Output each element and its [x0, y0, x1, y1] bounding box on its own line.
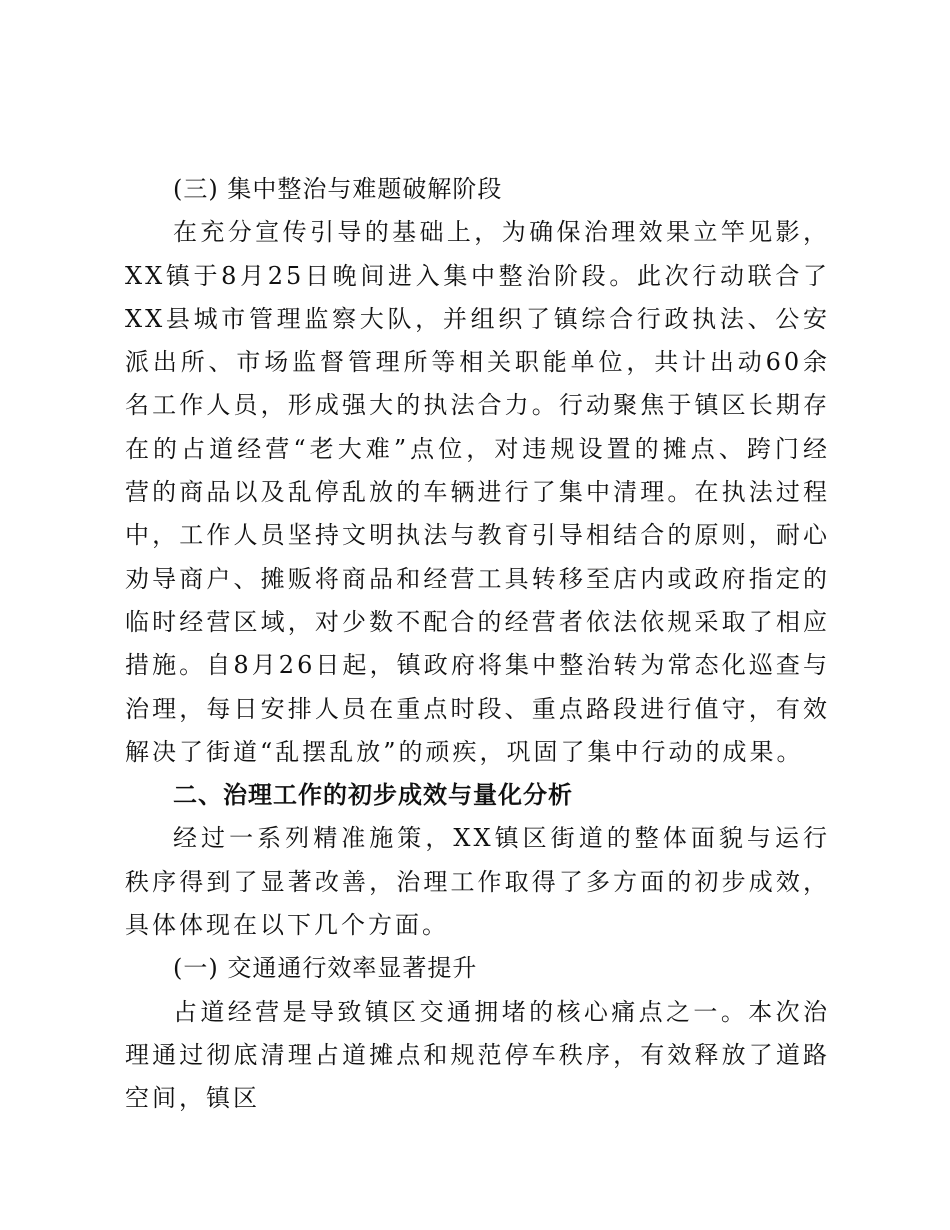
paragraph-centralized-rectification: 在充分宣传引导的基础上，为确保治理效果立竿见影，XX镇于8月25日晚间进入集中整治阶段。此次行动联合了XX县城市管理监察大队，并组织了镇综合行政执法、公安派出所、市场监督管理所等相关职能单位，共计出动60余名工作人员，形成强大的执法合力。行动聚焦于镇区长期存在的占道经营“老大难”点位，对违规设置的摊点、跨门经营的商品以及乱停乱放的车辆进行了集中清理。在执法过程中，工作人员坚持文明执法与教育引导相结合的原则，耐心劝导商户、摊贩将商品和经营工具转移至店内或政府指定的临时经营区域，对少数不配合的经营者依法依规采取了相应措施。自8月26日起，镇政府将集中整治转为常态化巡查与治理，每日安排人员在重点时段、重点路段进行值守，有效解决了街道“乱摆乱放”的顽疾，巩固了集中行动的成果。: [125, 218, 830, 766]
section-heading-3-traffic: (一) 交通通行效率显著提升: [173, 954, 478, 983]
paragraph-initial-results: 经过一系列精准施策，XX镇区街道的整体面貌与运行秩序得到了显著改善，治理工作取得了多方面的初步成效，具体体现在以下几个方面。: [125, 824, 830, 940]
section-heading-3: (三) 集中整治与难题破解阶段: [173, 175, 503, 203]
section-heading-2: 二、治理工作的初步成效与量化分析: [173, 781, 573, 810]
paragraph-traffic-efficiency: 占道经营是导致镇区交通拥堵的核心痛点之一。本次治理通过彻底清理占道摊点和规范停车秩序，有效释放了道路空间，镇区: [125, 997, 830, 1113]
document-body: [125, 168, 830, 1121]
